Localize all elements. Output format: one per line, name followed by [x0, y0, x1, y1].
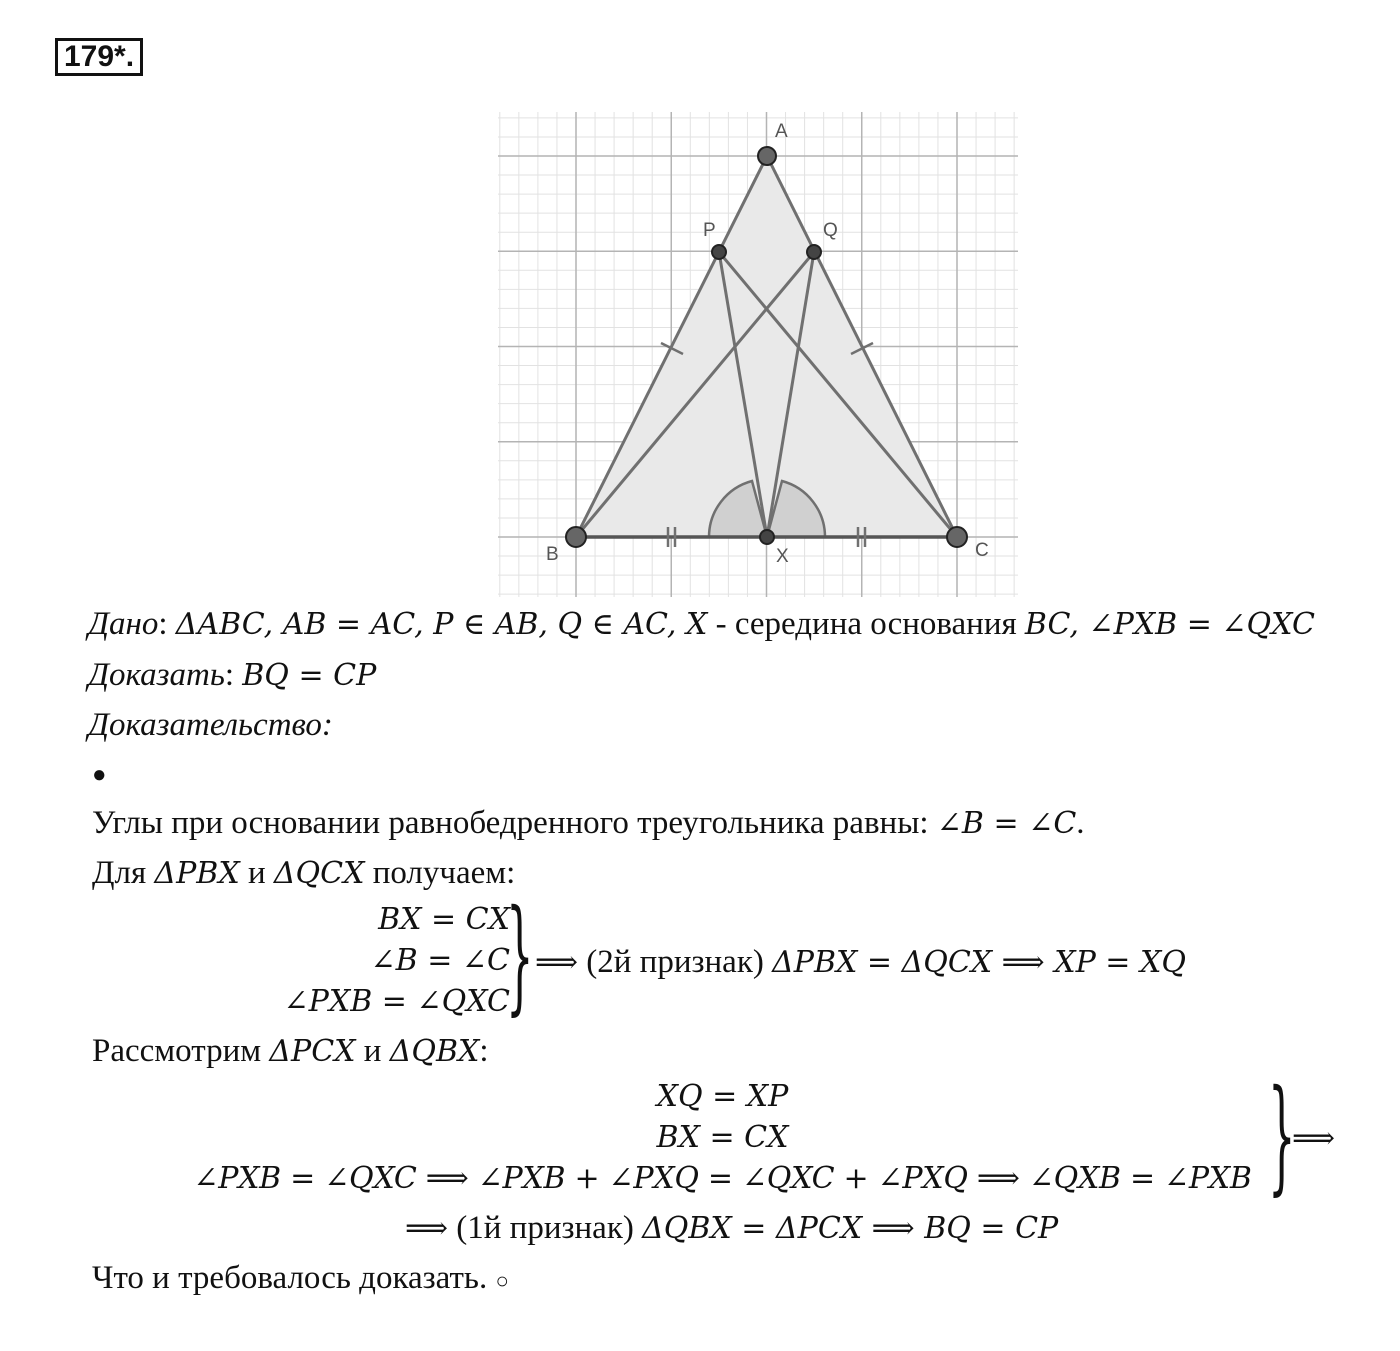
label-a: A — [775, 121, 788, 142]
system2-arrow: ⟹ — [1292, 1121, 1336, 1156]
consider-m2: ΔQBX — [389, 1034, 480, 1069]
system1-text: (2й признак) — [578, 944, 773, 980]
triangle-figure — [498, 112, 1018, 597]
bullet: ● — [92, 762, 107, 788]
label-q: Q — [823, 220, 838, 241]
given-colon: : — [158, 606, 168, 642]
system2-row-1: XQ = XP — [656, 1079, 789, 1114]
point-x — [760, 530, 774, 544]
system1-row-3: ∠PXB = ∠QXC — [283, 984, 510, 1019]
consider-t2: и — [355, 1033, 390, 1069]
qed-symbol: ○ — [495, 1268, 509, 1293]
for-m2: ΔQCX — [273, 856, 365, 891]
qed-text: Что и требовалось доказать. — [92, 1260, 496, 1296]
system2-brace: } — [1268, 1064, 1296, 1208]
angles-line — [92, 803, 1085, 844]
angles-math: ∠B = ∠C — [936, 806, 1077, 841]
given-line — [88, 604, 1315, 645]
system1-brace: } — [506, 884, 534, 1028]
given-text: - середина основания — [707, 606, 1025, 642]
system1-row-1: BX = CX — [378, 902, 510, 937]
for-line — [92, 853, 515, 894]
for-t1: Для — [92, 855, 155, 891]
system1-row-2: ∠B = ∠C — [370, 943, 510, 978]
for-t3: получаем: — [364, 855, 516, 891]
point-c — [947, 527, 967, 547]
for-m1: ΔPBX — [154, 856, 240, 891]
point-q — [807, 245, 821, 259]
label-x: X — [776, 546, 789, 567]
prove-colon: : — [224, 657, 235, 693]
system2-row-3: ∠PXB = ∠QXC ⟹ ∠PXB + ∠PXQ = ∠QXC + ∠PXQ ⟹ ∠QXB = ∠PXB — [193, 1161, 1252, 1196]
consider-t3: : — [479, 1033, 489, 1069]
system1-arrow: ⟹ — [535, 945, 579, 980]
label-p: P — [703, 220, 716, 241]
proof-label: Доказательство: — [88, 707, 333, 743]
angles-end: . — [1076, 805, 1085, 841]
prove-line — [88, 655, 376, 696]
consider-t1: Рассмотрим — [92, 1033, 270, 1069]
conclusion-line — [405, 1208, 1058, 1249]
conclusion-arrow: ⟹ — [405, 1211, 449, 1246]
qed-line — [92, 1258, 509, 1301]
prove-label: Доказать — [88, 657, 225, 693]
given-math-2: BC, ∠PXB = ∠QXC — [1024, 607, 1315, 642]
point-p — [712, 245, 726, 259]
system1-math: ΔPBX = ΔQCX ⟹ XP = XQ — [772, 945, 1186, 980]
for-t2: и — [239, 855, 274, 891]
problem-number: 179*. — [55, 38, 143, 76]
system2-row-2: BX = CX — [656, 1120, 789, 1155]
given-math-1: ΔABC, AB = AC, P ∈ AB, Q ∈ AC, X — [175, 607, 708, 642]
given-label: Дано — [88, 606, 159, 642]
angles-text: Углы при основании равнобедренного треугольника равны: — [92, 805, 937, 841]
label-b: B — [546, 544, 559, 565]
label-c: C — [975, 540, 989, 561]
conclusion-text: (1й признак) — [448, 1210, 643, 1246]
consider-m1: ΔPCX — [269, 1034, 356, 1069]
point-a — [758, 147, 776, 165]
consider-line — [92, 1031, 489, 1072]
conclusion-math: ΔQBX = ΔPCX ⟹ BQ = CP — [642, 1211, 1059, 1246]
prove-math: BQ = CP — [242, 658, 377, 693]
point-b — [566, 527, 586, 547]
system1-result — [535, 942, 1186, 983]
